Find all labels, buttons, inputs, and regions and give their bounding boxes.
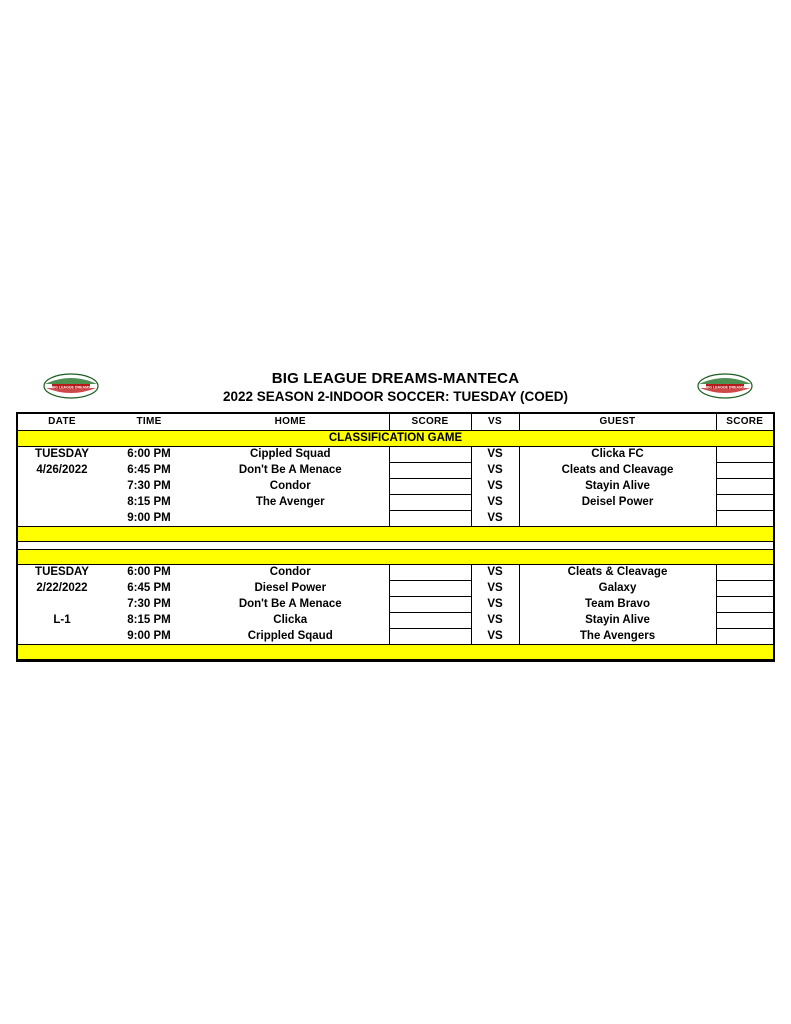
schedule-table-container xyxy=(16,414,775,662)
home-score[interactable] xyxy=(389,629,471,645)
table-row xyxy=(18,479,773,495)
col-header-time: TIME xyxy=(106,414,192,431)
schedule-table xyxy=(18,414,773,660)
home-score[interactable] xyxy=(389,597,471,613)
table-row xyxy=(18,447,773,463)
block-date-filler xyxy=(18,511,106,527)
game-time: 9:00 PM xyxy=(127,511,171,524)
guest-score[interactable] xyxy=(716,613,773,629)
guest-score[interactable] xyxy=(716,581,773,597)
col-header-vs: VS xyxy=(471,414,519,431)
guest-team: Cleats & Cleavage xyxy=(567,566,668,579)
yellow-separator-banner xyxy=(18,527,773,542)
home-score[interactable] xyxy=(389,447,471,463)
yellow-separator-label-2 xyxy=(18,550,773,565)
table-row xyxy=(18,495,773,511)
schedule-sheet xyxy=(0,360,791,662)
guest-score[interactable] xyxy=(716,597,773,613)
vs-label: VS xyxy=(471,613,519,629)
home-team: Don't Be A Menace xyxy=(238,598,342,610)
vs-label: VS xyxy=(471,597,519,613)
home-team: Condor xyxy=(269,480,311,492)
table-row xyxy=(18,511,773,527)
table-row xyxy=(18,597,773,613)
yellow-footer-banner xyxy=(18,645,773,660)
home-team: Cippled Squad xyxy=(250,448,331,461)
guest-team xyxy=(519,511,716,527)
game-time: 6:00 PM xyxy=(127,448,171,461)
svg-text:BIG LEAGUE DREAMS: BIG LEAGUE DREAMS xyxy=(705,385,745,390)
game-time: 8:15 PM xyxy=(127,614,171,626)
table-row xyxy=(18,565,773,581)
game-time: 6:00 PM xyxy=(127,566,171,579)
yellow-footer-label xyxy=(18,645,773,660)
home-score[interactable] xyxy=(389,463,471,479)
guest-team: Clicka FC xyxy=(591,448,644,461)
guest-team: Galaxy xyxy=(598,582,637,594)
classification-game-banner xyxy=(18,431,773,447)
home-score[interactable] xyxy=(389,479,471,495)
game-time: 7:30 PM xyxy=(127,598,171,610)
game-time: 9:00 PM xyxy=(127,629,171,642)
guest-team: Cleats and Cleavage xyxy=(561,464,674,476)
home-score[interactable] xyxy=(389,581,471,597)
game-time: 7:30 PM xyxy=(127,480,171,492)
block-date-line2: 2/22/2022 xyxy=(36,582,88,594)
vs-label: VS xyxy=(471,447,519,463)
guest-score[interactable] xyxy=(716,629,773,645)
block-date-line1: TUESDAY xyxy=(35,448,89,461)
guest-team: Stayin Alive xyxy=(585,614,650,626)
home-team: The Avenger xyxy=(255,496,325,508)
yellow-separator-label xyxy=(18,527,773,542)
home-score[interactable] xyxy=(389,565,471,581)
block-date-line1: TUESDAY xyxy=(35,566,89,579)
vs-label: VS xyxy=(471,629,519,645)
guest-score[interactable] xyxy=(716,565,773,581)
home-team xyxy=(192,511,389,527)
col-header-score2: SCORE xyxy=(716,414,773,431)
block-date-filler xyxy=(18,597,106,613)
game-time: 8:15 PM xyxy=(127,496,171,508)
guest-score[interactable] xyxy=(716,495,773,511)
svg-text:BIG LEAGUE DREAMS: BIG LEAGUE DREAMS xyxy=(51,385,91,390)
vs-label: VS xyxy=(471,495,519,511)
col-header-date: DATE xyxy=(18,414,106,431)
col-header-home: HOME xyxy=(192,414,389,431)
home-score[interactable] xyxy=(389,613,471,629)
vs-label: VS xyxy=(471,565,519,581)
block-date-filler xyxy=(18,495,106,511)
table-row xyxy=(18,581,773,597)
home-team: Crippled Sqaud xyxy=(247,629,333,642)
block-date-line3: L-1 xyxy=(53,614,71,626)
document-header xyxy=(0,360,791,410)
guest-score[interactable] xyxy=(716,463,773,479)
row-spacer xyxy=(18,542,773,550)
guest-score[interactable] xyxy=(716,447,773,463)
guest-team: Deisel Power xyxy=(581,496,654,508)
block-date-line3 xyxy=(18,479,106,495)
page-subtitle: 2022 SEASON 2-INDOOR SOCCER: TUESDAY (COED) xyxy=(222,389,569,404)
home-team: Diesel Power xyxy=(254,582,327,594)
table-row xyxy=(18,463,773,479)
vs-label: VS xyxy=(471,581,519,597)
guest-team: Stayin Alive xyxy=(585,480,650,492)
page-title: BIG LEAGUE DREAMS-MANTECA xyxy=(271,370,520,387)
home-team: Clicka xyxy=(273,614,308,626)
col-header-guest: GUEST xyxy=(519,414,716,431)
table-header-row xyxy=(18,414,773,431)
yellow-separator-banner-2 xyxy=(18,550,773,565)
guest-team: The Avengers xyxy=(579,629,656,642)
vs-label: VS xyxy=(471,479,519,495)
block-date-line2: 4/26/2022 xyxy=(36,464,88,476)
home-score[interactable] xyxy=(389,495,471,511)
big-league-dreams-logo-icon-right xyxy=(697,373,753,399)
game-time: 6:45 PM xyxy=(127,582,171,594)
home-team: Don't Be A Menace xyxy=(238,464,342,476)
home-score[interactable] xyxy=(389,511,471,527)
vs-label: VS xyxy=(471,511,519,527)
big-league-dreams-logo-icon xyxy=(43,373,99,399)
table-row xyxy=(18,613,773,629)
vs-label: VS xyxy=(471,463,519,479)
col-header-score: SCORE xyxy=(389,414,471,431)
game-time: 6:45 PM xyxy=(127,464,171,476)
table-row xyxy=(18,629,773,645)
guest-team: Team Bravo xyxy=(585,598,650,610)
guest-score[interactable] xyxy=(716,479,773,495)
home-team: Condor xyxy=(269,566,311,579)
guest-score[interactable] xyxy=(716,511,773,527)
block-date-filler xyxy=(18,629,106,645)
classification-game-label: CLASSIFICATION GAME xyxy=(18,431,773,447)
